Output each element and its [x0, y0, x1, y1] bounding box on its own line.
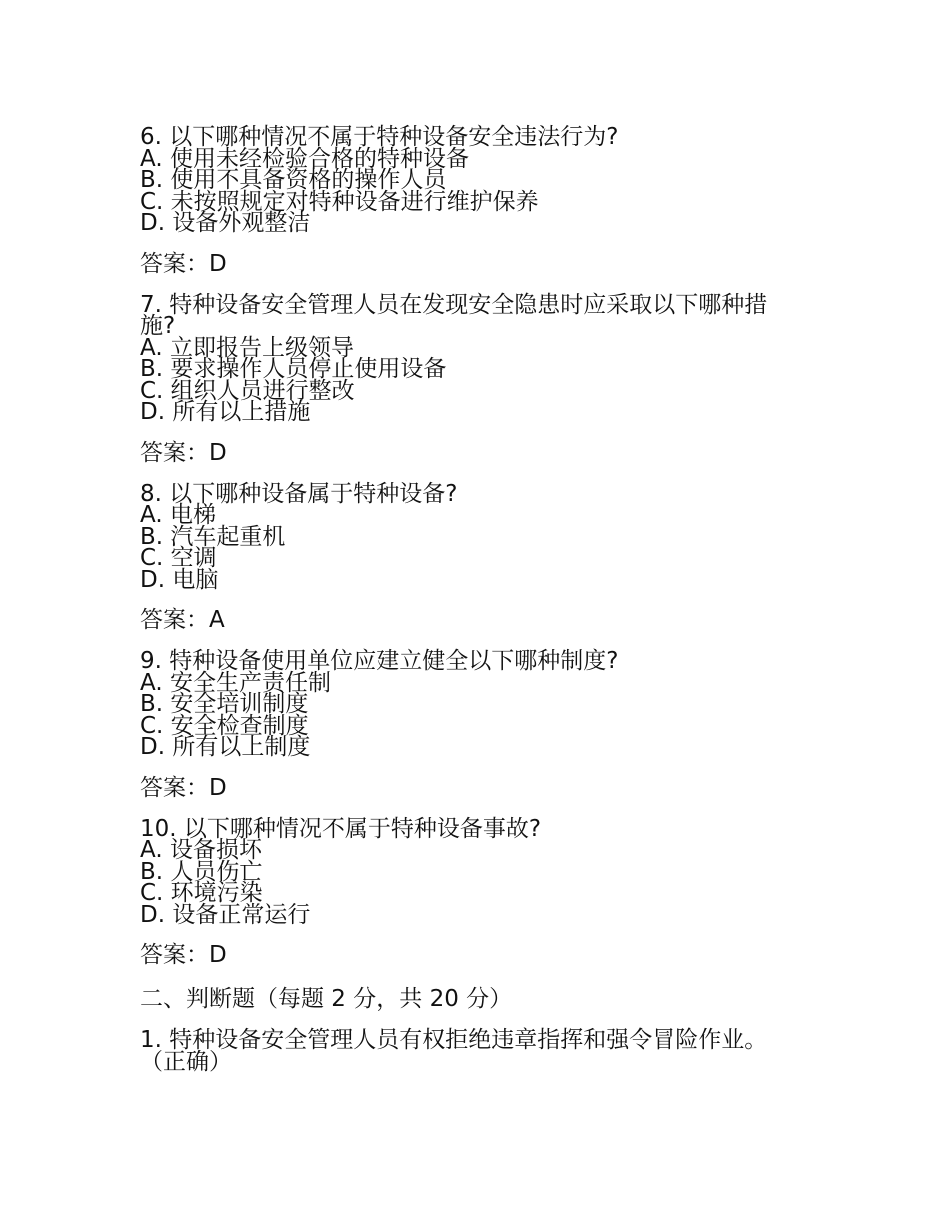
- option-d: D. 电脑: [140, 566, 219, 593]
- answer: 答案：D: [140, 250, 227, 277]
- question-9: [140, 648, 820, 801]
- exam-page: [140, 124, 820, 1075]
- answer: 答案：A: [140, 607, 225, 633]
- option-a: A. 立即报告上级领导: [140, 334, 354, 361]
- option-d: D. 所有以上制度: [140, 734, 311, 760]
- question-stem: 8. 以下哪种设备属于特种设备?: [140, 480, 458, 507]
- option-a: A. 设备损坏: [140, 837, 262, 863]
- question-stem: 7. 特种设备安全管理人员在发现安全隐患时应采取以下哪种措施?: [140, 291, 768, 339]
- option-c: C. 组织人员进行整改: [140, 377, 355, 404]
- question-stem: 10. 以下哪种情况不属于特种设备事故?: [140, 815, 542, 842]
- option-c: C. 安全检查制度: [140, 712, 309, 739]
- question-7: [140, 291, 820, 466]
- question-8: [140, 480, 820, 634]
- option-b: B. 汽车起重机: [140, 523, 286, 550]
- option-c: C. 未按照规定对特种设备进行维护保养: [140, 188, 539, 215]
- question-6: [140, 124, 820, 277]
- section-title-true-false: 二、判断题（每题 2 分，共 20 分）: [140, 986, 513, 1012]
- option-c: C. 空调: [140, 545, 217, 571]
- option-d: D. 设备外观整洁: [140, 210, 311, 236]
- option-b: B. 要求操作人员停止使用设备: [140, 356, 447, 382]
- option-b: B. 安全培训制度: [140, 691, 309, 717]
- option-d: D. 所有以上措施: [140, 399, 311, 425]
- option-a: A. 电梯: [140, 502, 216, 528]
- answer: 答案：D: [140, 774, 227, 801]
- question-10: [140, 815, 820, 969]
- answer: 答案：D: [140, 942, 227, 968]
- question-stem: 9. 特种设备使用单位应建立健全以下哪种制度?: [140, 648, 619, 674]
- question-stem: 6. 以下哪种情况不属于特种设备安全违法行为?: [140, 124, 619, 150]
- option-c: C. 环境污染: [140, 880, 263, 906]
- option-a: A. 安全生产责任制: [140, 669, 331, 696]
- true-false-item: 1. 特种设备安全管理人员有权拒绝违章指挥和强令冒险作业。（正确）: [140, 1027, 768, 1075]
- option-d: D. 设备正常运行: [140, 901, 311, 928]
- option-b: B. 使用不具备资格的操作人员: [140, 167, 447, 193]
- option-b: B. 人员伤亡: [140, 858, 263, 885]
- option-a: A. 使用未经检验合格的特种设备: [140, 145, 469, 172]
- answer: 答案：D: [140, 439, 227, 466]
